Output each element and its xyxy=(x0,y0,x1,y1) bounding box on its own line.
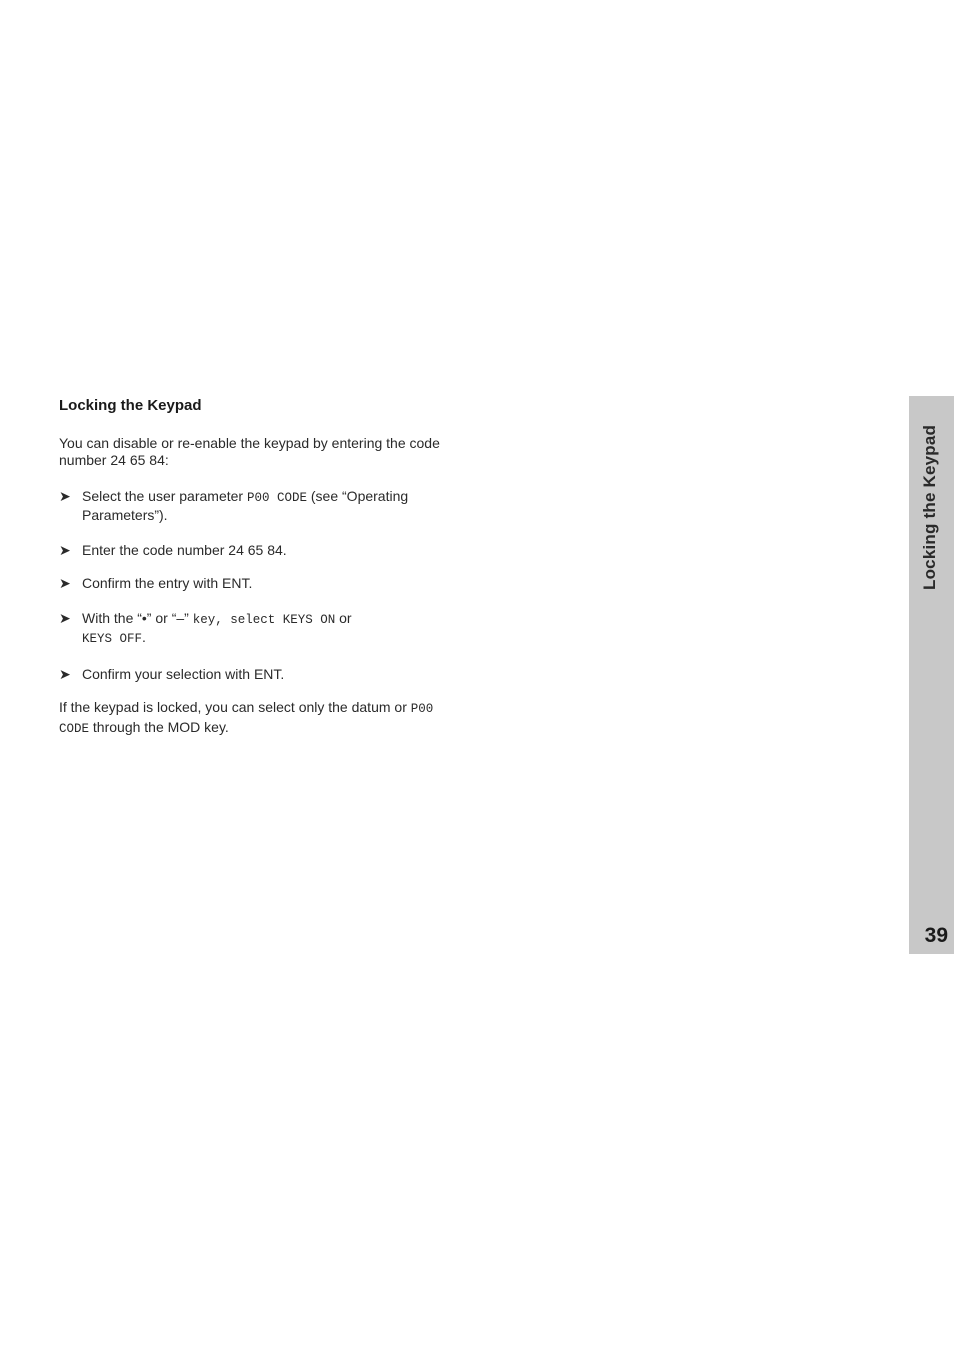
step-text: Confirm the entry with ENT. xyxy=(82,575,253,591)
arrow-bullet-icon: ➤ xyxy=(59,575,71,591)
page-number: 39 xyxy=(924,924,948,947)
step-item xyxy=(59,666,459,684)
step-text: With the “•” or “–” xyxy=(82,609,193,626)
section-heading: Locking the Keypad xyxy=(59,397,202,414)
closing-code: P00 CODE xyxy=(59,702,434,736)
step-code: KEYS OFF xyxy=(82,632,143,646)
step-text: Select the user parameter xyxy=(82,487,247,504)
intro-paragraph: You can disable or re-enable the keypad by entering the code number 24 65 84: xyxy=(59,434,440,468)
step-item xyxy=(59,610,459,649)
arrow-bullet-icon: ➤ xyxy=(59,609,71,626)
closing-text: If the keypad is locked, you can select only the datum or xyxy=(59,699,411,715)
closing-paragraph xyxy=(59,699,459,738)
document-body xyxy=(59,397,459,738)
closing-text: through the MOD key. xyxy=(89,718,229,735)
step-text: or xyxy=(335,609,352,626)
step-text: (see “Operating Parameters”). xyxy=(82,487,409,523)
arrow-bullet-icon: ➤ xyxy=(59,541,71,558)
side-tab-title: Locking the Keypad xyxy=(920,424,939,590)
step-item xyxy=(59,542,459,560)
step-item xyxy=(59,488,459,525)
arrow-bullet-icon: ➤ xyxy=(59,487,71,504)
step-code: key, select KEYS ON xyxy=(192,612,336,627)
chapter-side-tab xyxy=(909,396,954,954)
step-item xyxy=(59,575,459,593)
step-text: Enter the code number 24 65 84. xyxy=(82,541,287,558)
step-code: P00 CODE xyxy=(246,490,307,505)
arrow-bullet-icon: ➤ xyxy=(59,665,71,682)
step-text: Confirm your selection with ENT. xyxy=(82,665,285,682)
step-text: . xyxy=(142,629,146,645)
